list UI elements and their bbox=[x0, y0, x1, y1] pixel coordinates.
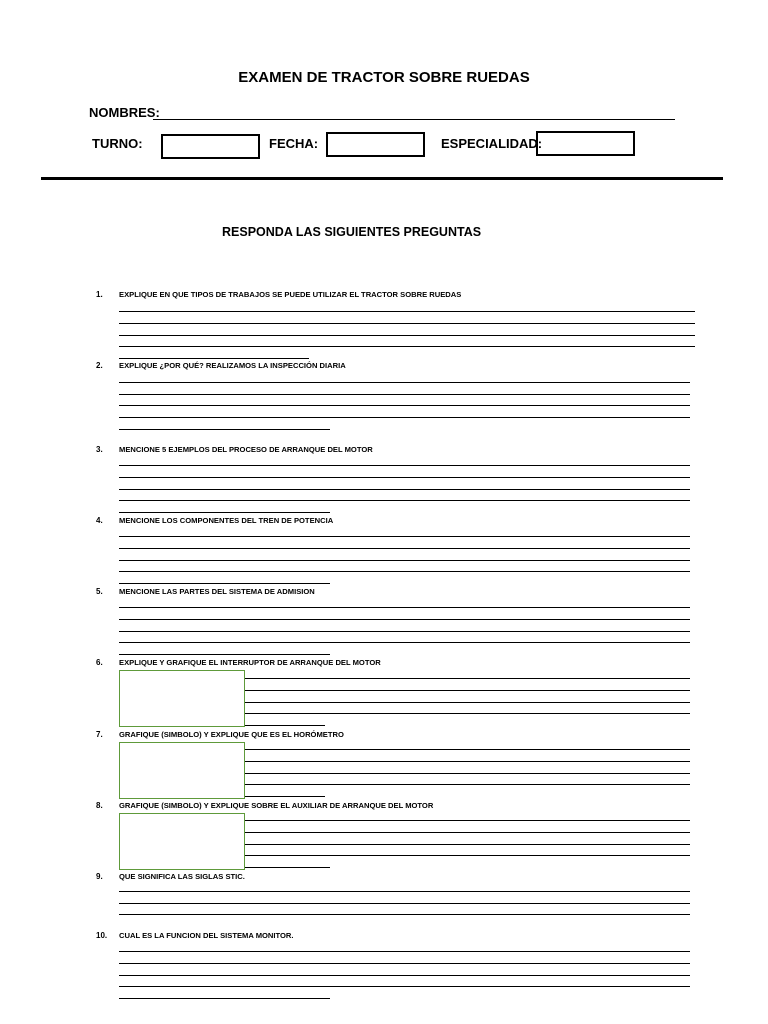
question-text: GRAFIQUE (SIMBOLO) Y EXPLIQUE SOBRE EL AUXILIAR DE ARRANQUE DEL MOTOR bbox=[119, 801, 434, 810]
answer-line[interactable] bbox=[119, 358, 309, 359]
answer-line[interactable] bbox=[119, 382, 690, 383]
answer-line[interactable] bbox=[245, 855, 690, 856]
answer-line[interactable] bbox=[245, 867, 330, 868]
answer-line[interactable] bbox=[245, 678, 690, 679]
answer-line[interactable] bbox=[119, 429, 330, 430]
turno-label: TURNO: bbox=[92, 136, 143, 151]
answer-line[interactable] bbox=[119, 619, 690, 620]
answer-line[interactable] bbox=[119, 571, 690, 572]
fecha-field[interactable] bbox=[326, 132, 425, 157]
answer-line[interactable] bbox=[119, 654, 330, 655]
question-number: 4. bbox=[96, 516, 103, 525]
answer-line[interactable] bbox=[245, 832, 690, 833]
nombres-label: NOMBRES: bbox=[89, 105, 160, 120]
answer-line[interactable] bbox=[119, 512, 330, 513]
question-number: 5. bbox=[96, 587, 103, 596]
question-number: 9. bbox=[96, 872, 103, 881]
answer-line[interactable] bbox=[119, 536, 690, 537]
question-number: 7. bbox=[96, 730, 103, 739]
question-number: 1. bbox=[96, 290, 103, 299]
question-number: 8. bbox=[96, 801, 103, 810]
answer-line[interactable] bbox=[119, 975, 690, 976]
answer-line[interactable] bbox=[119, 631, 690, 632]
instructions-heading: RESPONDA LAS SIGUIENTES PREGUNTAS bbox=[222, 225, 482, 239]
question-text: EXPLIQUE ¿POR QUÉ? REALIZAMOS LA INSPECCIÓN DIARIA bbox=[119, 361, 346, 370]
drawing-box[interactable] bbox=[119, 670, 245, 727]
answer-line[interactable] bbox=[119, 489, 690, 490]
question-number: 2. bbox=[96, 361, 103, 370]
answer-line[interactable] bbox=[119, 951, 690, 952]
answer-line[interactable] bbox=[119, 394, 690, 395]
answer-line[interactable] bbox=[119, 607, 690, 608]
answer-line[interactable] bbox=[119, 903, 690, 904]
answer-line[interactable] bbox=[119, 560, 690, 561]
question-number: 6. bbox=[96, 658, 103, 667]
turno-field[interactable] bbox=[161, 134, 260, 159]
answer-line[interactable] bbox=[119, 583, 330, 584]
header-divider bbox=[41, 177, 723, 180]
answer-line[interactable] bbox=[245, 796, 325, 797]
answer-line[interactable] bbox=[119, 500, 690, 501]
answer-line[interactable] bbox=[245, 690, 690, 691]
answer-line[interactable] bbox=[119, 963, 690, 964]
page-title: EXAMEN DE TRACTOR SOBRE RUEDAS bbox=[238, 69, 530, 86]
answer-line[interactable] bbox=[245, 820, 690, 821]
answer-line[interactable] bbox=[119, 891, 690, 892]
drawing-box[interactable] bbox=[119, 813, 245, 870]
answer-line[interactable] bbox=[245, 844, 690, 845]
answer-line[interactable] bbox=[245, 784, 690, 785]
question-text: EXPLIQUE EN QUE TIPOS DE TRABAJOS SE PUEDE UTILIZAR EL TRACTOR SOBRE RUEDAS bbox=[119, 290, 462, 299]
answer-line[interactable] bbox=[119, 465, 690, 466]
answer-line[interactable] bbox=[119, 346, 695, 347]
answer-line[interactable] bbox=[119, 914, 690, 915]
answer-line[interactable] bbox=[119, 323, 695, 324]
answer-line[interactable] bbox=[119, 311, 695, 312]
answer-line[interactable] bbox=[119, 335, 695, 336]
drawing-box[interactable] bbox=[119, 742, 245, 799]
question-text: MENCIONE LOS COMPONENTES DEL TREN DE POTENCIA bbox=[119, 516, 334, 525]
fecha-label: FECHA: bbox=[269, 136, 319, 151]
question-text: MENCIONE 5 EJEMPLOS DEL PROCESO DE ARRANQUE DEL MOTOR bbox=[119, 445, 373, 454]
answer-line[interactable] bbox=[119, 998, 330, 999]
answer-line[interactable] bbox=[245, 702, 690, 703]
answer-line[interactable] bbox=[119, 405, 690, 406]
nombres-field[interactable] bbox=[153, 119, 675, 120]
answer-line[interactable] bbox=[245, 749, 690, 750]
answer-line[interactable] bbox=[245, 761, 690, 762]
question-number: 10. bbox=[96, 931, 108, 940]
especialidad-label: ESPECIALIDAD: bbox=[441, 136, 543, 151]
question-text: CUAL ES LA FUNCION DEL SISTEMA MONITOR. bbox=[119, 931, 294, 940]
answer-line[interactable] bbox=[119, 986, 690, 987]
answer-line[interactable] bbox=[119, 417, 690, 418]
answer-line[interactable] bbox=[245, 725, 325, 726]
especialidad-field[interactable] bbox=[536, 131, 635, 156]
question-number: 3. bbox=[96, 445, 103, 454]
answer-line[interactable] bbox=[119, 477, 690, 478]
question-text: GRAFIQUE (SIMBOLO) Y EXPLIQUE QUE ES EL HORÓMETRO bbox=[119, 730, 344, 739]
answer-line[interactable] bbox=[119, 548, 690, 549]
answer-line[interactable] bbox=[245, 773, 690, 774]
answer-line[interactable] bbox=[119, 642, 690, 643]
question-text: QUE SIGNIFICA LAS SIGLAS STIC. bbox=[119, 872, 245, 881]
question-text: EXPLIQUE Y GRAFIQUE EL INTERRUPTOR DE ARRANQUE DEL MOTOR bbox=[119, 658, 381, 667]
answer-line[interactable] bbox=[245, 713, 690, 714]
question-text: MENCIONE LAS PARTES DEL SISTEMA DE ADMISION bbox=[119, 587, 315, 596]
